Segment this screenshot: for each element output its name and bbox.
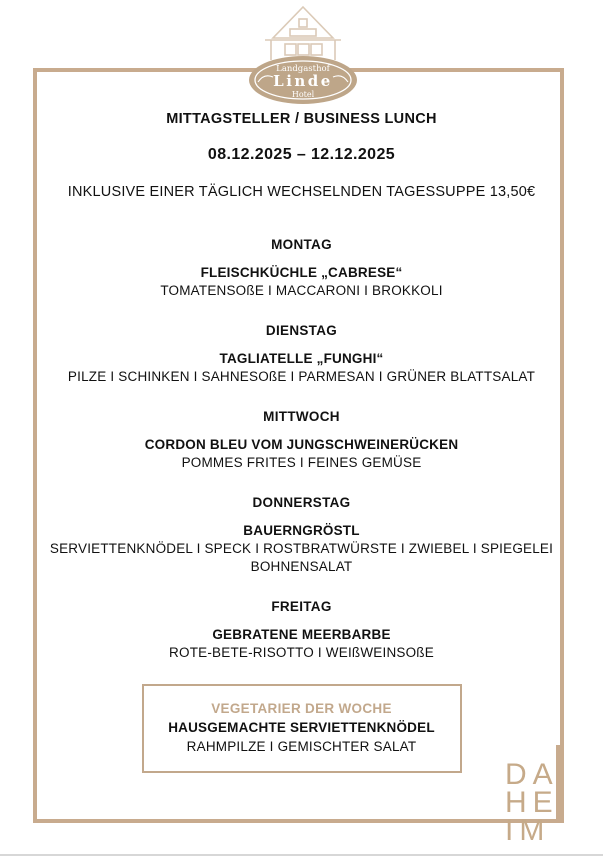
daheim-row: HE <box>505 786 559 819</box>
hotel-logo <box>238 4 368 106</box>
vegetarian-title: VEGETARIER DER WOCHE <box>211 701 392 716</box>
dish-sides: SERVIETTENKNÖDEL I SPECK I ROSTBRATWÜRSTE I ZWIEBEL I SPIEGELEI <box>49 541 554 556</box>
daheim-logo <box>505 758 559 847</box>
vegetarian-box <box>142 684 462 773</box>
soup-note: INKLUSIVE EINER TÄGLICH WECHSELNDEN TAGESSUPPE 13,50€ <box>67 184 536 200</box>
day-name: DIENSTAG <box>265 323 338 338</box>
dish-name: CORDON BLEU VOM JUNGSCHWEINERÜCKEN <box>144 437 459 452</box>
dish-name: GEBRATENE MEERBARBE <box>212 627 391 642</box>
dish-name: TAGLIATELLE „FUNGHI“ <box>219 351 384 366</box>
menu-day-thursday <box>40 494 563 576</box>
house-icon <box>238 4 368 106</box>
dish-name: FLEISCHKÜCHLE „CABRESE“ <box>200 265 403 280</box>
day-name: FREITAG <box>271 599 332 614</box>
menu-day-wednesday <box>40 408 563 472</box>
logo-linde: Linde <box>273 72 333 90</box>
daheim-row: DA <box>505 758 559 791</box>
dish-sides: ROTE-BETE-RISOTTO I WEIßWEINSOßE <box>169 645 434 660</box>
dish-sides: PILZE I SCHINKEN I SAHNESOßE I PARMESAN I GRÜNER BLATTSALAT <box>67 369 536 384</box>
vegetarian-sides: RAHMPILZE I GEMISCHTER SALAT <box>186 739 417 754</box>
day-name: DONNERSTAG <box>252 495 351 510</box>
day-name: MITTWOCH <box>263 409 340 424</box>
daheim-row: IM <box>505 814 551 847</box>
menu-day-tuesday <box>40 322 563 386</box>
dish-sides: TOMATENSOßE I MACCARONI I BROKKOLI <box>160 283 443 298</box>
dish-name: BAUERNGRÖSTL <box>243 523 360 538</box>
logo-hotel: Hotel <box>291 90 315 99</box>
menu-day-monday <box>40 236 563 300</box>
logo-oval <box>249 56 357 104</box>
vegetarian-dish: HAUSGEMACHTE SERVIETTENKNÖDEL <box>168 720 435 735</box>
logo-landgasthof: Landgasthof <box>276 64 330 74</box>
day-name: MONTAG <box>271 237 332 252</box>
menu-day-friday <box>40 598 563 662</box>
dish-sides: POMMES FRITES I FEINES GEMÜSE <box>181 455 422 470</box>
date-range: 08.12.2025 – 12.12.2025 <box>207 146 396 163</box>
bottom-divider <box>0 854 603 856</box>
dish-sides: BOHNENSALAT <box>250 559 353 574</box>
page-title: MITTAGSTELLER / BUSINESS LUNCH <box>166 111 437 127</box>
weekly-menu <box>40 236 563 773</box>
